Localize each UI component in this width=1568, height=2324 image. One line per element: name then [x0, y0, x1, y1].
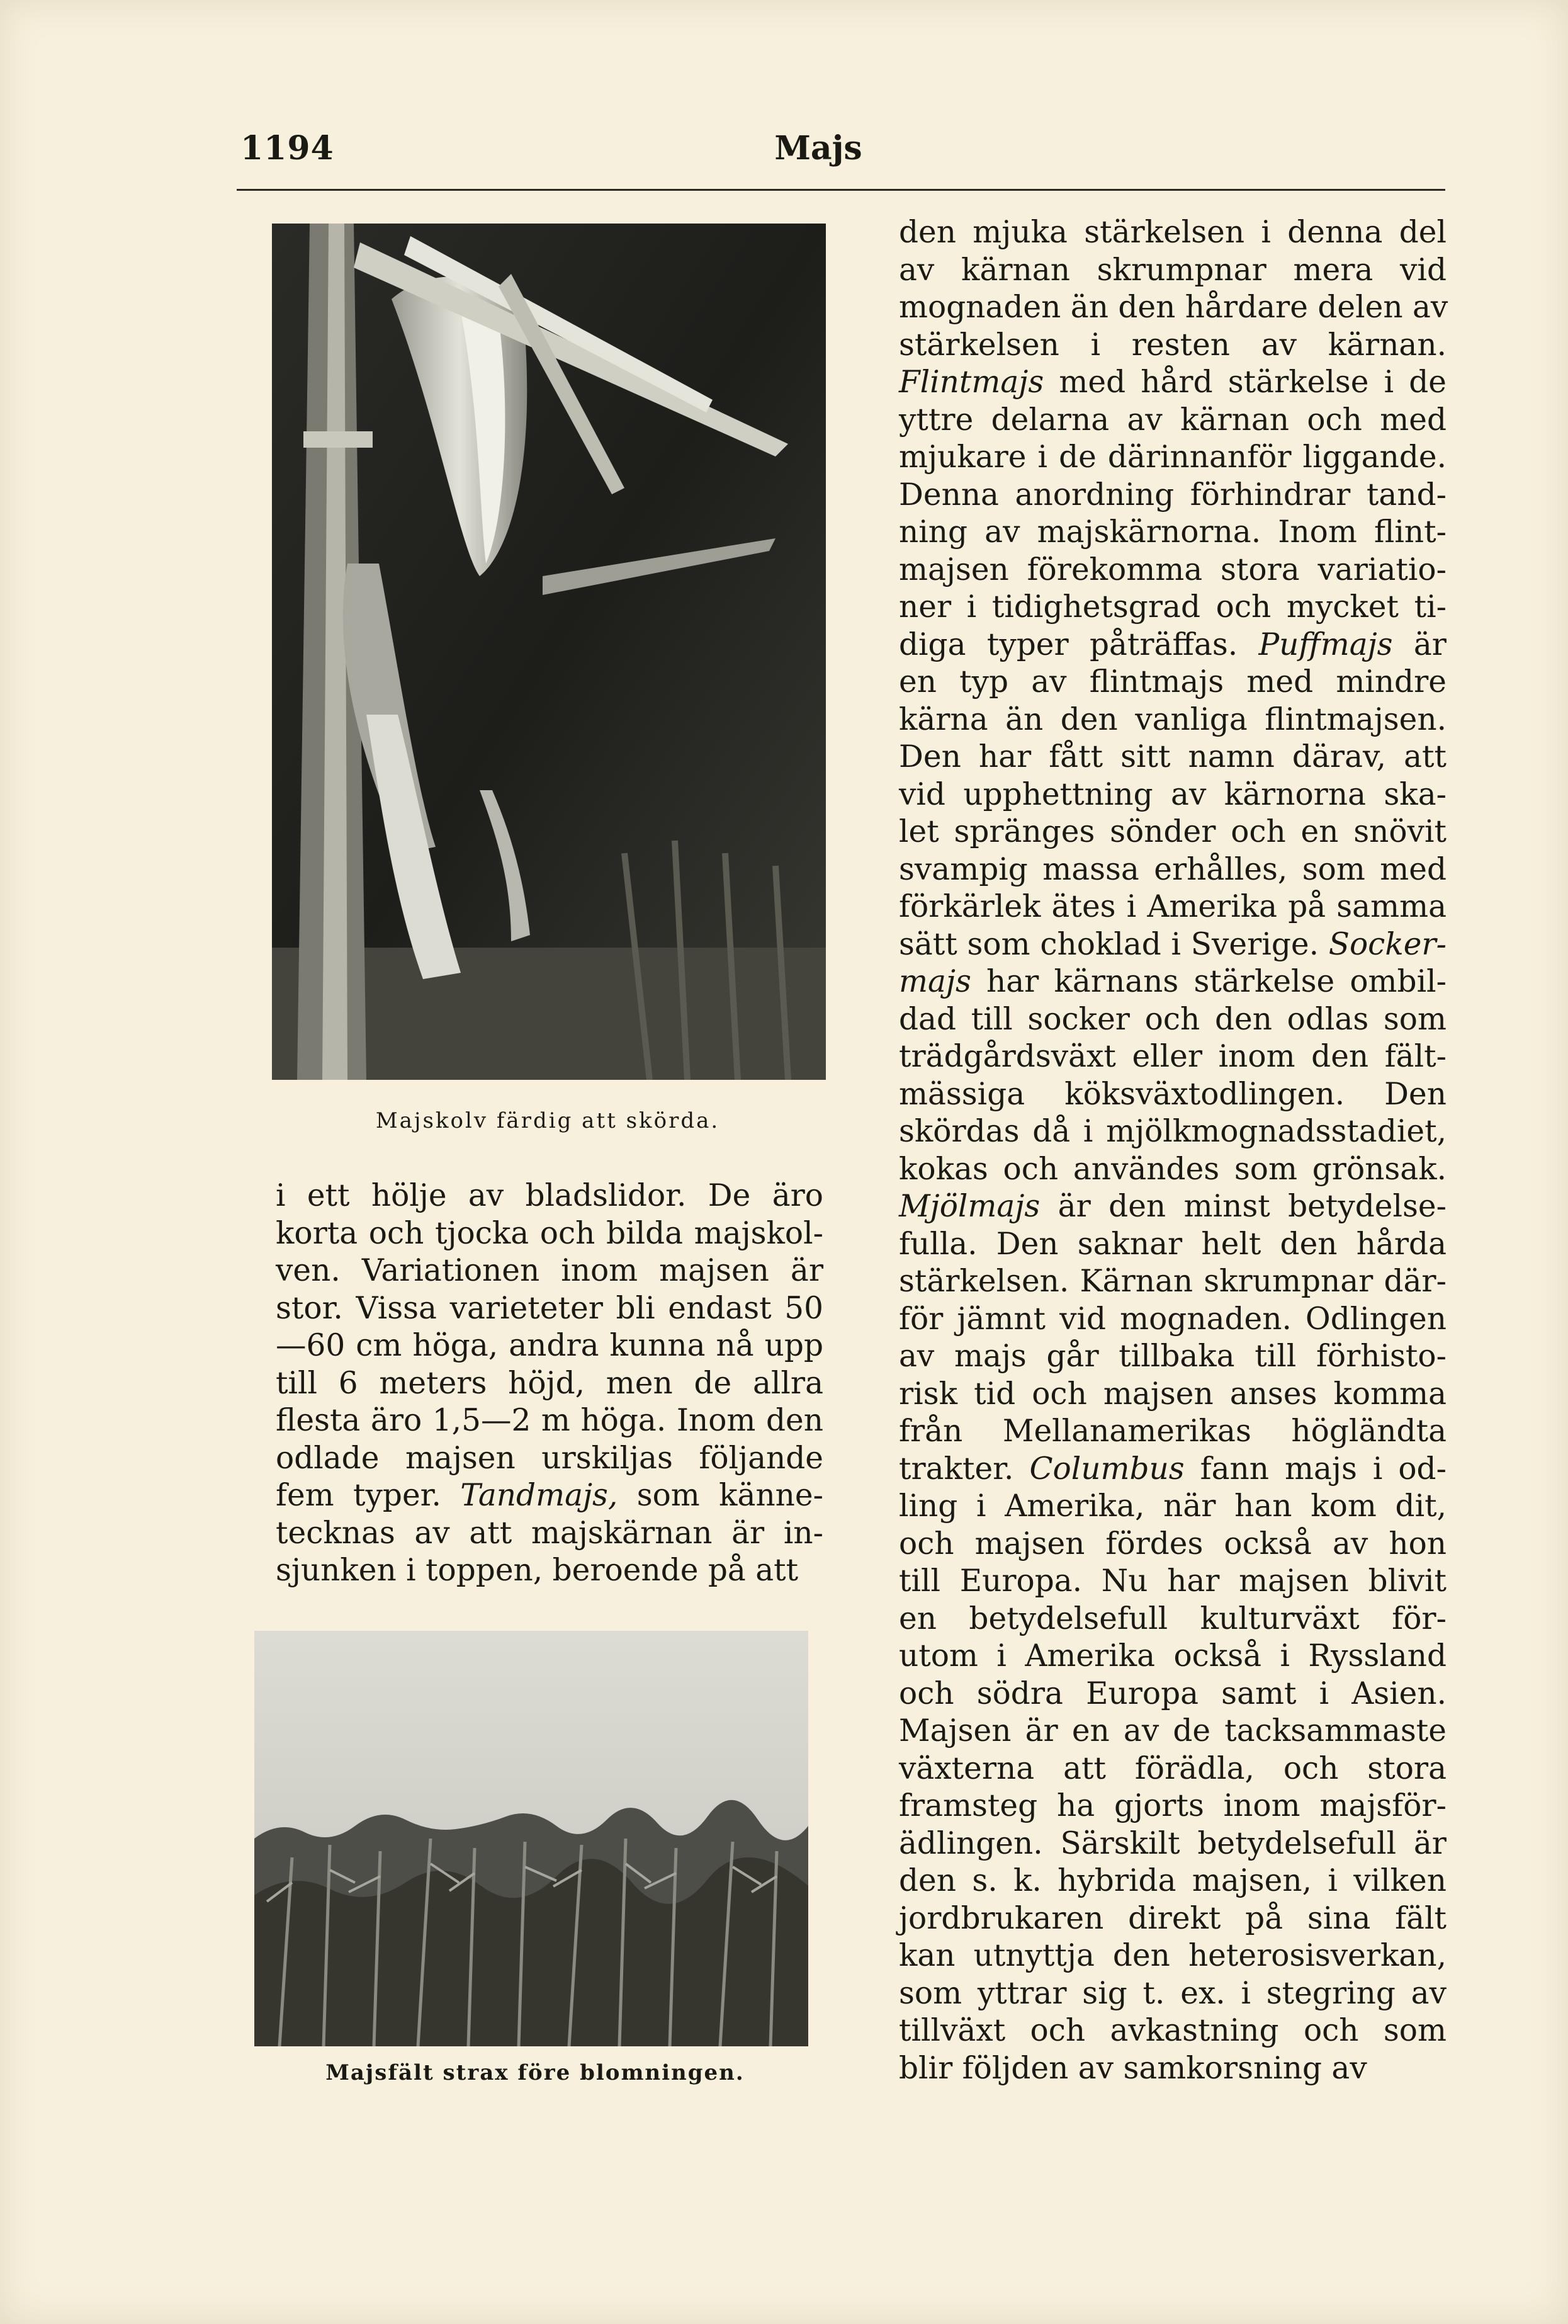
italic-term: Columbus	[1029, 1451, 1185, 1487]
text-line: och majsen fördes också av hon	[899, 1526, 1447, 1562]
text-line: stärkelsen. Kärnan skrumpnar där-	[899, 1264, 1447, 1299]
text-line	[276, 1477, 823, 1515]
text-line: mognaden än den hårdare delen av	[899, 290, 1448, 325]
text-run: är	[1392, 626, 1447, 662]
italic-term: Tandmajs,	[460, 1478, 618, 1513]
text-run: fann majs i od-	[1184, 1451, 1447, 1487]
corn-cob-photo	[272, 224, 826, 1080]
text-line: i ett hölje av bladslidor. De äro	[276, 1178, 823, 1213]
text-line: odlade majsen urskiljas följande	[276, 1440, 823, 1476]
text-line: kokas och användes som grönsak.	[899, 1151, 1447, 1187]
text-line: ning av majskärnorna. Inom flint-	[899, 514, 1447, 550]
text-line	[899, 1451, 1447, 1488]
text-line: stor. Vissa varieteter bli endast 50	[276, 1290, 823, 1326]
text-line: trädgårdsväxt eller inom den fält-	[899, 1039, 1447, 1074]
text-line: växterna att förädla, och stora	[899, 1750, 1447, 1786]
text-line	[899, 1188, 1447, 1226]
text-line: förkärlek ätes i Amerika på samma	[899, 889, 1447, 924]
text-line	[899, 626, 1447, 664]
text-line	[899, 926, 1447, 964]
text-line: stärkelsen i resten av kärnan.	[899, 327, 1447, 363]
header-rule	[237, 189, 1445, 191]
text-line: risk tid och majsen anses komma	[899, 1376, 1447, 1412]
text-line: dad till socker och den odlas som	[899, 1001, 1447, 1037]
text-run: sätt som choklad i Sverige.	[899, 926, 1329, 962]
text-line: vid upphettning av kärnorna ska-	[899, 776, 1447, 812]
italic-term: Socker-	[1328, 926, 1447, 962]
text-line: en betydelsefull kulturväxt för-	[899, 1601, 1447, 1636]
text-line: Majsen är en av de tacksammaste	[899, 1713, 1447, 1749]
text-line: —60 cm höga, andra kunna nå upp	[276, 1328, 823, 1363]
corn-field-photo	[254, 1631, 808, 2046]
text-line: den mjuka stärkelsen i denna del	[899, 215, 1447, 250]
text-line: ling i Amerika, när han kom dit,	[899, 1488, 1447, 1524]
text-line: yttre delarna av kärnan och med	[899, 402, 1447, 438]
text-line: flesta äro 1,5—2 m höga. Inom den	[276, 1403, 823, 1438]
text-line: ädlingen. Särskilt betydelsefull är	[899, 1825, 1447, 1861]
text-line: let spränges sönder och en snövit	[899, 814, 1447, 849]
text-run: med hård stärkelse i de	[1044, 365, 1447, 400]
text-line: av majs går tillbaka till förhisto-	[899, 1339, 1447, 1374]
text-run: fem typer.	[276, 1478, 461, 1513]
text-run: har kärnans stärkelse ombil-	[971, 964, 1447, 999]
text-line: utom i Amerika också i Ryssland	[899, 1638, 1447, 1674]
text-line: Denna anordning förhindrar tand-	[899, 477, 1447, 513]
italic-term: majs	[899, 964, 971, 999]
text-line	[899, 364, 1447, 402]
text-line: en typ av flintmajs med mindre	[899, 664, 1447, 700]
text-line: tillväxt och avkastning och som	[899, 2013, 1447, 2048]
text-line: fulla. Den saknar helt den hårda	[899, 1226, 1447, 1262]
text-line: sjunken i toppen, beroende på att	[276, 1553, 799, 1588]
text-line: framsteg ha gjorts inom majsför-	[899, 1788, 1447, 1823]
text-line: till Europa. Nu har majsen blivit	[899, 1563, 1447, 1599]
text-line: mässiga köksväxtodlingen. Den	[899, 1076, 1447, 1112]
text-line: svampig massa erhålles, som med	[899, 851, 1447, 887]
italic-term: Flintmajs	[899, 365, 1044, 400]
text-line: från Mellanamerikas högländta	[899, 1414, 1447, 1449]
text-line: den s. k. hybrida majsen, i vilken	[899, 1863, 1447, 1898]
text-line: skördas då i mjölkmognadsstadiet,	[899, 1114, 1447, 1149]
text-column-right	[899, 214, 1447, 2087]
text-line: Den har fått sitt namn därav, att	[899, 739, 1447, 774]
text-line: och södra Europa samt i Asien.	[899, 1675, 1447, 1711]
text-run: trakter.	[899, 1451, 1030, 1487]
text-line	[899, 963, 1447, 1001]
text-line: tecknas av att majskärnan är in-	[276, 1515, 823, 1551]
text-line: kan utnyttja den heterosisverkan,	[899, 1938, 1447, 1973]
text-run: diga typer påträffas.	[899, 626, 1259, 662]
text-line: blir följden av samkorsning av	[899, 2050, 1367, 2086]
text-line: jordbrukaren direkt på sina fält	[899, 1900, 1447, 1936]
italic-term: Mjölmajs	[899, 1189, 1041, 1224]
italic-term: Puffmajs	[1258, 626, 1393, 662]
running-head: Majs	[774, 129, 862, 167]
text-line: majsen förekomma stora variatio-	[899, 552, 1447, 587]
text-line: som yttrar sig t. ex. i stegring av	[899, 1975, 1447, 2011]
text-line: för jämnt vid mognaden. Odlingen	[899, 1301, 1447, 1337]
text-run: är den minst betydelse-	[1040, 1189, 1447, 1224]
text-line: ven. Variationen inom majsen är	[276, 1253, 823, 1288]
text-line: mjukare i de därinnanför liggande.	[899, 439, 1447, 475]
text-run: som känne-	[618, 1478, 824, 1513]
page-number: 1194	[240, 129, 334, 167]
text-column-left	[276, 1177, 823, 1590]
text-line: av kärnan skrumpnar mera vid	[899, 252, 1447, 288]
text-line: till 6 meters höjd, men de allra	[276, 1365, 823, 1401]
text-line: ner i tidighetsgrad och mycket ti-	[899, 589, 1447, 625]
figure-caption: Majskolv färdig att skörda.	[375, 1108, 720, 1133]
figure-caption: Majsfält strax före blomningen.	[325, 2060, 745, 2085]
text-line: korta och tjocka och bilda majskol-	[276, 1215, 823, 1251]
text-line: kärna än den vanliga flintmajsen.	[899, 701, 1447, 737]
